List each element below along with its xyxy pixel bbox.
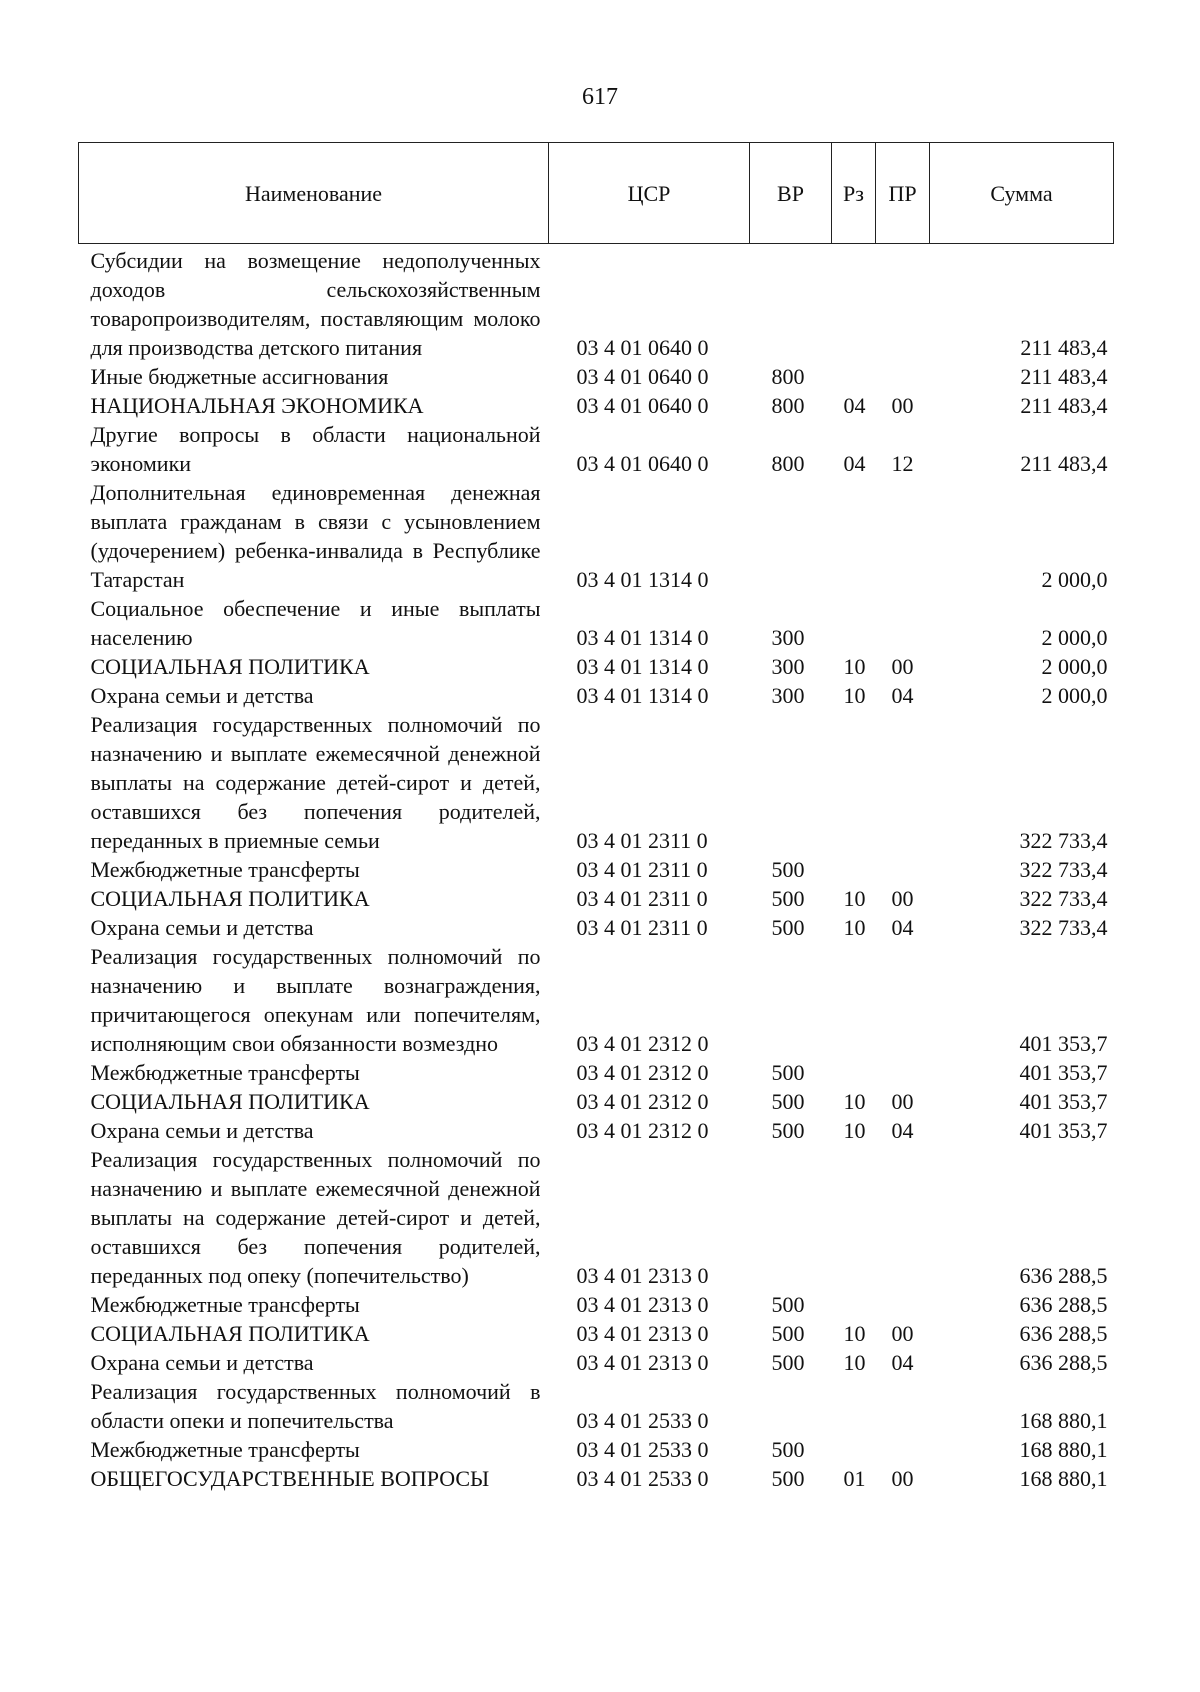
row-name: Охрана семьи и детства xyxy=(90,1350,314,1375)
table-row xyxy=(79,913,1114,942)
table-row xyxy=(79,681,1114,710)
column-header-sum: Сумма xyxy=(930,143,1114,244)
row-rz xyxy=(832,1145,876,1290)
row-rz xyxy=(832,1435,876,1464)
row-pr xyxy=(876,1145,930,1290)
row-code: 03 4 01 2533 0 xyxy=(576,1466,709,1491)
row-pr: 00 xyxy=(891,1089,914,1114)
row-vr: 500 xyxy=(771,1350,805,1375)
row-code: 03 4 01 2311 0 xyxy=(576,857,708,882)
row-code: 03 4 01 0640 0 xyxy=(576,364,709,389)
row-name: Реализация государственных полномочий в области опеки и попечительства xyxy=(90,1379,541,1433)
row-vr: 500 xyxy=(771,1089,805,1114)
row-name: Межбюджетные трансферты xyxy=(90,1292,360,1317)
row-code: 03 4 01 0640 0 xyxy=(576,393,709,418)
row-code: 03 4 01 2533 0 xyxy=(576,1437,709,1462)
row-name: ОБЩЕГОСУДАРСТВЕННЫЕ ВОПРОСЫ xyxy=(90,1466,490,1491)
row-sum: 322 733,4 xyxy=(1019,886,1108,911)
row-sum: 2 000,0 xyxy=(1041,683,1108,708)
row-sum: 2 000,0 xyxy=(1041,654,1108,679)
row-pr: 00 xyxy=(891,886,914,911)
table-row xyxy=(79,1116,1114,1145)
table-row xyxy=(79,1464,1114,1493)
column-header-vr: ВР xyxy=(750,143,832,244)
row-sum: 211 483,4 xyxy=(1020,451,1108,476)
table-row xyxy=(79,942,1114,1058)
table-body xyxy=(79,246,1114,1493)
row-sum: 636 288,5 xyxy=(1019,1292,1108,1317)
row-pr xyxy=(876,710,930,855)
row-vr xyxy=(750,1377,832,1435)
row-rz: 04 xyxy=(843,451,866,476)
table-row xyxy=(79,420,1114,478)
row-name: Межбюджетные трансферты xyxy=(90,857,360,882)
row-vr: 500 xyxy=(771,1466,805,1491)
table-row xyxy=(79,246,1114,362)
row-name: СОЦИАЛЬНАЯ ПОЛИТИКА xyxy=(90,654,370,679)
row-pr: 00 xyxy=(891,393,914,418)
row-code: 03 4 01 2312 0 xyxy=(576,1089,709,1114)
row-sum: 401 353,7 xyxy=(1019,1031,1108,1056)
row-vr: 800 xyxy=(771,451,805,476)
row-pr: 04 xyxy=(891,683,914,708)
row-name: Охрана семьи и детства xyxy=(90,683,314,708)
row-rz: 10 xyxy=(843,683,866,708)
row-sum: 636 288,5 xyxy=(1019,1350,1108,1375)
row-rz: 10 xyxy=(843,1350,866,1375)
row-pr xyxy=(876,855,930,884)
table-row xyxy=(79,391,1114,420)
row-name: Дополнительная единовременная денежная выплата гражданам в связи с усыновлением (удочерением) ребенка-инвалида в Республике Татарстан xyxy=(90,480,541,592)
row-code: 03 4 01 1314 0 xyxy=(576,654,709,679)
table-row xyxy=(79,1377,1114,1435)
row-rz xyxy=(832,246,876,362)
row-vr: 300 xyxy=(771,654,805,679)
row-name: Охрана семьи и детства xyxy=(90,915,314,940)
row-rz: 10 xyxy=(843,654,866,679)
row-code: 03 4 01 2533 0 xyxy=(576,1408,709,1433)
row-code: 03 4 01 2313 0 xyxy=(576,1263,709,1288)
row-code: 03 4 01 2312 0 xyxy=(576,1060,709,1085)
row-vr xyxy=(750,246,832,362)
row-sum: 636 288,5 xyxy=(1019,1321,1108,1346)
column-header-pr: ПР xyxy=(876,143,930,244)
row-sum: 168 880,1 xyxy=(1019,1437,1108,1462)
row-name: Другие вопросы в области национальной экономики xyxy=(90,422,541,476)
row-name: Реализация государственных полномочий по назначению и выплате ежемесячной денежной выплаты на содержание детей-сирот и детей, оставшихся без попечения родителей, переданных под опеку (попечительство) xyxy=(90,1147,541,1288)
column-header-rz: Рз xyxy=(832,143,876,244)
row-rz xyxy=(832,942,876,1058)
row-vr: 500 xyxy=(771,1292,805,1317)
row-sum: 322 733,4 xyxy=(1019,857,1108,882)
row-sum: 2 000,0 xyxy=(1041,625,1108,650)
row-code: 03 4 01 0640 0 xyxy=(576,335,709,360)
row-name: СОЦИАЛЬНАЯ ПОЛИТИКА xyxy=(90,886,370,911)
row-code: 03 4 01 2313 0 xyxy=(576,1321,709,1346)
row-rz: 04 xyxy=(843,393,866,418)
row-name: Реализация государственных полномочий по назначению и выплате вознаграждения, причитающегося опекунам или попечителям, исполняющим свои обязанности возмездно xyxy=(90,944,541,1056)
table-row xyxy=(79,1290,1114,1319)
table-row xyxy=(79,1145,1114,1290)
row-pr: 00 xyxy=(891,1466,914,1491)
table-row xyxy=(79,478,1114,594)
row-rz: 10 xyxy=(843,1089,866,1114)
row-pr: 12 xyxy=(891,451,914,476)
row-pr: 04 xyxy=(891,915,914,940)
row-pr xyxy=(876,1290,930,1319)
table-row xyxy=(79,1435,1114,1464)
row-pr: 04 xyxy=(891,1118,914,1143)
row-rz xyxy=(832,855,876,884)
row-name: НАЦИОНАЛЬНАЯ ЭКОНОМИКА xyxy=(90,393,424,418)
row-pr xyxy=(876,478,930,594)
row-vr xyxy=(750,1145,832,1290)
row-vr: 500 xyxy=(771,1118,805,1143)
row-pr xyxy=(876,362,930,391)
row-name: Иные бюджетные ассигнования xyxy=(90,364,389,389)
row-name: Межбюджетные трансферты xyxy=(90,1060,360,1085)
row-rz xyxy=(832,1377,876,1435)
row-name: СОЦИАЛЬНАЯ ПОЛИТИКА xyxy=(90,1089,370,1114)
row-name: Субсидии на возмещение недополученных доходов сельскохозяйственным товаропроизводителям, поставляющим молоко для производства детского питания xyxy=(90,248,541,360)
row-pr xyxy=(876,1377,930,1435)
row-name: Охрана семьи и детства xyxy=(90,1118,314,1143)
row-vr: 300 xyxy=(771,625,805,650)
row-pr: 00 xyxy=(891,654,914,679)
row-code: 03 4 01 2313 0 xyxy=(576,1350,709,1375)
table-row xyxy=(79,1319,1114,1348)
row-name: Социальное обеспечение и иные выплаты населению xyxy=(90,596,541,650)
row-sum: 168 880,1 xyxy=(1019,1408,1108,1433)
page-number: 617 xyxy=(582,84,618,110)
row-pr xyxy=(876,942,930,1058)
row-vr: 500 xyxy=(771,915,805,940)
row-sum: 322 733,4 xyxy=(1019,828,1108,853)
row-rz xyxy=(832,594,876,652)
row-code: 03 4 01 0640 0 xyxy=(576,451,709,476)
row-code: 03 4 01 2312 0 xyxy=(576,1118,709,1143)
row-vr: 500 xyxy=(771,1437,805,1462)
row-vr: 500 xyxy=(771,857,805,882)
table-row xyxy=(79,855,1114,884)
row-code: 03 4 01 1314 0 xyxy=(576,625,709,650)
row-vr xyxy=(750,942,832,1058)
row-vr: 800 xyxy=(771,364,805,389)
row-sum: 322 733,4 xyxy=(1019,915,1108,940)
row-rz: 01 xyxy=(843,1466,866,1491)
row-sum: 636 288,5 xyxy=(1019,1263,1108,1288)
row-code: 03 4 01 1314 0 xyxy=(576,683,709,708)
row-sum: 211 483,4 xyxy=(1020,335,1108,360)
row-code: 03 4 01 2311 0 xyxy=(576,828,708,853)
row-name: Реализация государственных полномочий по назначению и выплате ежемесячной денежной выплаты на содержание детей-сирот и детей, оставшихся без попечения родителей, переданных в приемные семьи xyxy=(90,712,541,853)
table-row xyxy=(79,594,1114,652)
table-row xyxy=(79,1348,1114,1377)
row-sum: 211 483,4 xyxy=(1020,393,1108,418)
row-code: 03 4 01 2313 0 xyxy=(576,1292,709,1317)
table-row xyxy=(79,884,1114,913)
row-pr: 00 xyxy=(891,1321,914,1346)
table-row xyxy=(79,710,1114,855)
row-rz xyxy=(832,1290,876,1319)
row-code: 03 4 01 2312 0 xyxy=(576,1031,709,1056)
row-sum: 401 353,7 xyxy=(1019,1118,1108,1143)
row-rz: 10 xyxy=(843,915,866,940)
row-code: 03 4 01 2311 0 xyxy=(576,886,708,911)
table-row xyxy=(79,362,1114,391)
row-rz: 10 xyxy=(843,886,866,911)
row-vr xyxy=(750,478,832,594)
row-vr xyxy=(750,710,832,855)
budget-table xyxy=(78,142,1114,1493)
table-row xyxy=(79,652,1114,681)
row-pr xyxy=(876,1058,930,1087)
row-sum: 401 353,7 xyxy=(1019,1089,1108,1114)
row-pr: 04 xyxy=(891,1350,914,1375)
row-rz xyxy=(832,478,876,594)
row-sum: 168 880,1 xyxy=(1019,1466,1108,1491)
row-vr: 500 xyxy=(771,1321,805,1346)
row-rz: 10 xyxy=(843,1321,866,1346)
column-header-code: ЦСР xyxy=(549,143,750,244)
row-vr: 800 xyxy=(771,393,805,418)
row-name: Межбюджетные трансферты xyxy=(90,1437,360,1462)
row-rz xyxy=(832,362,876,391)
row-name: СОЦИАЛЬНАЯ ПОЛИТИКА xyxy=(90,1321,370,1346)
row-rz xyxy=(832,1058,876,1087)
row-vr: 300 xyxy=(771,683,805,708)
row-rz: 10 xyxy=(843,1118,866,1143)
row-vr: 500 xyxy=(771,1060,805,1085)
row-sum: 2 000,0 xyxy=(1041,567,1108,592)
row-sum: 401 353,7 xyxy=(1019,1060,1108,1085)
row-pr xyxy=(876,246,930,362)
row-code: 03 4 01 2311 0 xyxy=(576,915,708,940)
row-code: 03 4 01 1314 0 xyxy=(576,567,709,592)
row-pr xyxy=(876,1435,930,1464)
row-rz xyxy=(832,710,876,855)
table-header xyxy=(79,143,1114,247)
table-row xyxy=(79,1058,1114,1087)
column-header-name: Наименование xyxy=(79,143,549,244)
table-row xyxy=(79,1087,1114,1116)
row-vr: 500 xyxy=(771,886,805,911)
row-pr xyxy=(876,594,930,652)
row-sum: 211 483,4 xyxy=(1020,364,1108,389)
